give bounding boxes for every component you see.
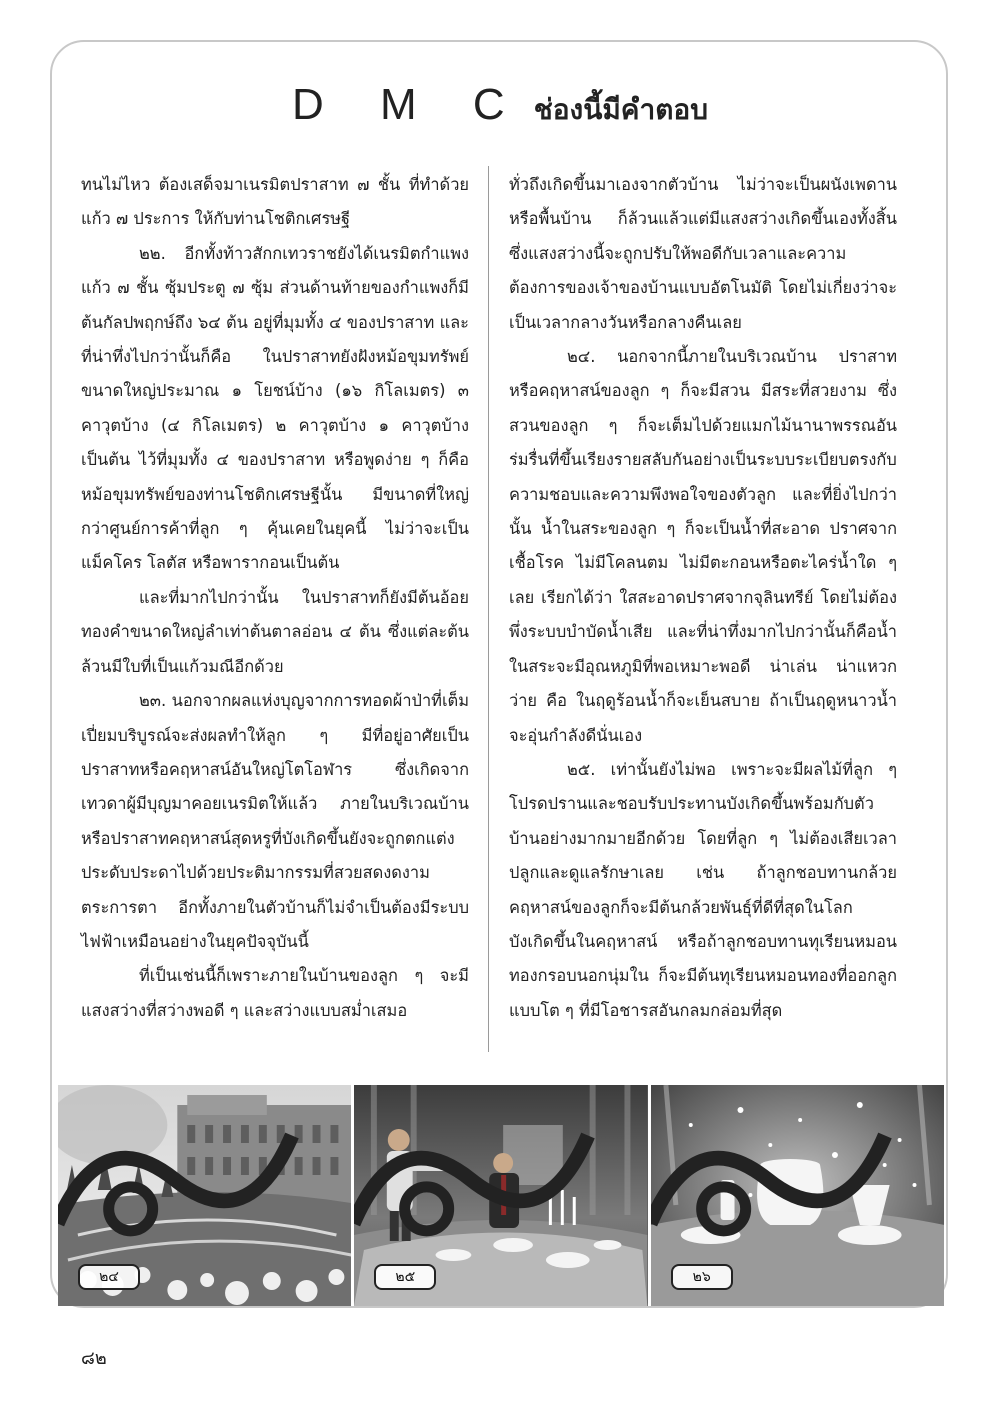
paragraph: และที่มากไปกว่านั้น ในปราสาทก็ยังมีต้นอ้อยทองคำขนาดใหญ่ลำเท่าต้นตาลอ่อน ๔ ต้น ซึ่งแต่ละต้นล้วนมีใบที่เป็นแก้วมณีอีกด้วย: [81, 587, 469, 676]
illustration-strip: [58, 1085, 944, 1306]
right-column: [509, 168, 897, 1028]
paragraph: ๒๕. เท่านั้นยังไม่พอ เพราะจะมีผลไม้ที่ลูก ๆ โปรดปรานและชอบรับประทานบังเกิดขึ้นพร้อมกับตัวบ้านอย่างมากมายอีกด้วย โดยที่ลูก ๆ ไม่ต้องเสียเวลาปลูกและดูแลรักษาเลย เช่น ถ้าลูกชอบทานกล้วย คฤหาสน์ของลูกก็จะมีต้นกล้วยพันธุ์ที่ดีที่สุดในโลกบังเกิดขึ้นในคฤหาสน์ หรือถ้าลูกชอบทานทุเรียนหมอนทองกรอบนอกนุ่มใน ก็จะมีต้นทุเรียนหมอนทองที่ออกลูกแบบโต ๆ ที่มีโอชารสอันกลมกล่อมที่สุด: [509, 759, 897, 1020]
paragraph: ๒๒. อีกทั้งท้าวสักกเทวราชยังได้เนรมิตกำแพงแก้ว ๗ ชั้น ซุ้มประตู ๗ ซุ้ม ส่วนด้านท้ายของกำแพงก็มีต้นกัลปพฤกษ์ถึง ๖๔ ต้น อยู่ที่มุมทั้ง ๔ ของปราสาท และที่น่าทึ่งไปกว่านั้นก็คือ ในปราสาทยังฝังหม้อขุมทรัพย์ขนาดใหญ่ประมาณ ๑ โยชน์บ้าง (๑๖ กิโลเมตร) ๓ คาวุตบ้าง (๔ กิโลเมตร) ๒ คาวุตบ้าง ๑ คาวุตบ้าง เป็นต้น ไว้ที่มุมทั้ง ๔ ของปราสาท หรือพูดง่าย ๆ ก็คือหม้อขุมทรัพย์ของท่านโชติกเศรษฐีนั้น มีขนาดที่ใหญ่กว่าศูนย์การค้าที่ลูก ๆ คุ้นเคยในยุคนี้ ไม่ว่าจะเป็นแม็คโคร โลตัส หรือพารากอนเป็นต้น: [81, 243, 469, 573]
page-number: ๘๒: [81, 1348, 107, 1369]
illustration-tableware: [651, 1085, 944, 1306]
dmc-logo-icon: [58, 1085, 321, 1290]
page-title: [0, 80, 1000, 132]
title-thai: ช่องนี้มีคำตอบ: [533, 93, 709, 126]
left-column: [81, 168, 469, 1028]
title-latin: D M C: [291, 80, 527, 129]
illustration-castle-garden: [58, 1085, 351, 1306]
dmc-logo-icon: [651, 1085, 914, 1290]
figure-number-badge: ๒๖: [671, 1264, 733, 1290]
paragraph: ๒๔. นอกจากนี้ภายในบริเวณบ้าน ปราสาท หรือคฤหาสน์ของลูก ๆ ก็จะมีสวน มีสระที่สวยงาม ซึ่งสวนของลูก ๆ ก็จะเต็มไปด้วยแมกไม้นานาพรรณอันร่มรื่นที่ขึ้นเรียงรายสลับกันอย่างเป็นระบบระเบียบตรงกับความชอบและความพึงพอใจของตัวลูก และที่ยิ่งไปกว่านั้น น้ำในสระของลูก ๆ ก็จะเป็นน้ำที่สะอาด ปราศจากเชื้อโรค ไม่มีโคลนตม ไม่มีตะกอนหรือตะไคร่น้ำใด ๆ เลย เรียกได้ว่า ใสสะอาดปราศจากจุลินทรีย์ โดยไม่ต้องพึ่งระบบบำบัดน้ำเสีย และที่น่าทึ่งมากไปกว่านั้นก็คือน้ำในสระจะมีอุณหภูมิที่พอเหมาะพอดี น่าเล่น น่าแหวกว่าย คือ ในฤดูร้อนน้ำก็จะเย็นสบาย ถ้าเป็นฤดูหนาวน้ำจะอุ่นกำลังดีนั่นเอง: [509, 347, 897, 745]
figure-number-badge: ๒๔: [78, 1264, 140, 1290]
figure-number-badge: ๒๕: [374, 1264, 436, 1290]
paragraph: ทนไม่ไหว ต้องเสด็จมาเนรมิตปราสาท ๗ ชั้น ที่ทำด้วยแก้ว ๗ ประการ ให้กับท่านโชติกเศรษฐี: [81, 175, 469, 229]
column-divider: [488, 166, 489, 1052]
paragraph: ที่เป็นเช่นนี้ก็เพราะภายในบ้านของลูก ๆ จะมีแสงสว่างที่สว่างพอดี ๆ และสว่างแบบสม่ำเสมอ: [81, 966, 469, 1020]
illustration-banquet: [354, 1085, 647, 1306]
dmc-logo-icon: [354, 1085, 617, 1290]
paragraph: ๒๓. นอกจากผลแห่งบุญจากการทอดผ้าป่าที่เต็มเปี่ยมบริบูรณ์จะส่งผลทำให้ลูก ๆ มีที่อยู่อาศัยเป็นปราสาทหรือคฤหาสน์อันใหญ่โตโอฬาร ซึ่งเกิดจากเทวดาผู้มีบุญมาคอยเนรมิตให้แล้ว ภายในบริเวณบ้านหรือปราสาทคฤหาสน์สุดหรูที่บังเกิดขึ้นยังจะถูกตกแต่งประดับประดาไปด้วยประติมากรรมที่สวยสดงดงามตระการตา อีกทั้งภายในตัวบ้านก็ไม่จำเป็นต้องมีระบบไฟฟ้าเหมือนอย่างในยุคปัจจุบันนี้: [81, 691, 469, 951]
paragraph: ทั่วถึงเกิดขึ้นมาเองจากตัวบ้าน ไม่ว่าจะเป็นผนังเพดาน หรือพื้นบ้าน ก็ล้วนแล้วแต่มีแสงสว่างเกิดขึ้นเองทั้งสิ้น ซึ่งแสงสว่างนี้จะถูกปรับให้พอดีกับเวลาและความต้องการของเจ้าของบ้านแบบอัตโนมัติ โดยไม่เกี่ยงว่าจะเป็นเวลากลางวันหรือกลางคืนเลย: [509, 175, 897, 332]
